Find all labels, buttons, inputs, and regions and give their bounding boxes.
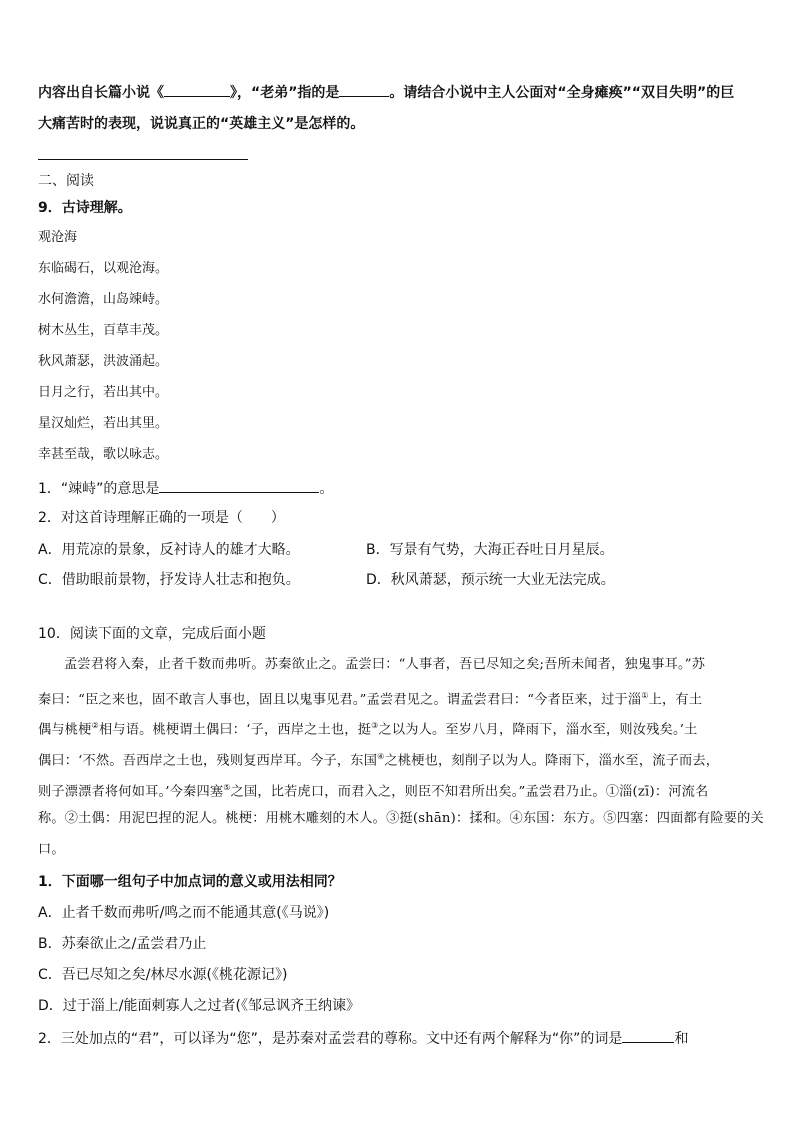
option-d[interactable]: D．过于淄上/能面刺寡人之过者(《邹忌讽齐王纳谏》	[38, 998, 360, 1014]
q10-sub1: 1．下面哪一组句子中加点词的意义或用法相同？	[38, 874, 342, 890]
passage-text: 上，有土	[648, 692, 703, 708]
passage-text: 之桃梗也，刻削子以为人。降雨下，淄水至，流子而去，	[384, 753, 720, 769]
option-d[interactable]: D．秋风萧瑟，预示统一大业无法完成。	[366, 572, 615, 588]
option-b[interactable]: B．写景有气势，大海正吞吐日月星辰。	[366, 542, 614, 558]
passage-text: 偶曰：‘不然。吾西岸之土也，残则复西岸耳。今子，东国	[38, 753, 378, 769]
poem-line: 星汉灿烂，若出其里。	[38, 416, 169, 431]
q9-sub1-end: 。	[319, 481, 334, 497]
option-c[interactable]: C．吾已尽知之矣/林尽水源(《桃花源记》)	[38, 967, 288, 983]
passage-line	[38, 747, 719, 771]
answer-line[interactable]	[38, 159, 248, 160]
passage-text: 之以为人。至岁八月，降雨下，淄水至，则汝残矣。’土	[378, 722, 698, 738]
q9-options-row-2	[38, 570, 615, 590]
footnote-marker: ④	[377, 752, 385, 761]
answer-blank[interactable]	[622, 1028, 674, 1043]
q8-text: 。请结合小说中主人公面对“全身瘫痪”“双目失明”的巨	[389, 85, 735, 101]
poem-line: 秋风萧瑟，洪波涌起。	[38, 354, 169, 369]
passage-line	[38, 778, 708, 802]
q10-title: 10．阅读下面的文章，完成后面小题	[38, 626, 266, 642]
poem-title: 观沧海	[38, 230, 78, 245]
footnote-marker: ③	[371, 721, 379, 730]
q9-sub1-text: 1．“竦峙”的意思是	[38, 481, 160, 497]
q9-options-row-1	[38, 540, 614, 560]
poem-line: 日月之行，若出其中。	[38, 385, 169, 400]
q8-text: 内容出自长篇小说《	[38, 85, 164, 101]
passage-text: 秦曰：“臣之来也，固不敢言人事也，固且以鬼事见君。”孟尝君见之。谓孟尝君曰：“今者臣来，过于淄	[38, 692, 642, 708]
passage-line: 口。	[38, 842, 65, 857]
poem-line: 水何澹澹，山岛竦峙。	[38, 292, 169, 307]
option-a[interactable]: A．用荒凉的景象，反衬诗人的雄才大略。	[38, 542, 300, 558]
footnote-marker: ①	[641, 691, 649, 700]
section-title: 二、阅读	[38, 173, 94, 189]
passage-line: 称。②土偶：用泥巴捏的泥人。桃梗：用桃木雕刻的木人。③挺(shān)：揉和。④东国：东方。⑤四塞：四面都有险要的关	[38, 811, 764, 826]
q8-line-2: 大痛苦时的表现，说说真正的“英雄主义”是怎样的。	[38, 116, 365, 132]
answer-blank[interactable]	[164, 82, 230, 97]
q8-line-1	[38, 82, 734, 103]
q10-sub2-text: 2．三处加点的“君”，可以译为“您”，是苏秦对孟尝君的尊称。文中还有两个解释为“你”的词是	[38, 1031, 623, 1047]
answer-blank[interactable]	[339, 82, 389, 97]
footnote-marker: ②	[91, 721, 99, 730]
passage-text: 偶与桃梗	[38, 722, 92, 738]
q8-text: 》，“老弟”指的是	[230, 85, 340, 101]
poem-line: 东临碣石，以观沧海。	[38, 261, 169, 276]
passage-line	[38, 686, 702, 710]
q9-sub1	[38, 478, 333, 499]
option-a[interactable]: A．止者千数而弗听/鸣之而不能通其意(《马说》)	[38, 905, 330, 921]
poem-line: 幸甚至哉，歌以咏志。	[38, 447, 169, 462]
answer-blank[interactable]	[159, 478, 319, 493]
passage-text: 之国，比若虎口，而君入之，则臣不知君所出矣。”孟尝君乃止。①淄(zī)：河流名	[230, 784, 709, 800]
option-c[interactable]: C．借助眼前景物，抒发诗人壮志和抱负。	[38, 572, 300, 588]
q10-sub2	[38, 1028, 688, 1049]
footnote-marker: ⑤	[223, 783, 231, 792]
passage-line	[38, 716, 698, 740]
poem-line: 树木丛生，百草丰茂。	[38, 323, 169, 338]
passage-text: 相与语。桃梗谓土偶曰：‘子，西岸之土也，挺	[98, 722, 372, 738]
q10-sub2-end: 和	[674, 1031, 689, 1047]
q9-sub2: 2．对这首诗理解正确的一项是（ ）	[38, 510, 285, 526]
passage-line: 孟尝君将入秦，止者千数而弗听。苏秦欲止之。孟尝曰：“人事者，吾已尽知之矣;吾所未闻者，独鬼事耳。”苏	[64, 657, 706, 672]
q9-title: 9．古诗理解。	[38, 200, 132, 216]
option-b[interactable]: B．苏秦欲止之/孟尝君乃止	[38, 936, 207, 952]
passage-text: 则子漂漂者将何如耳。’今秦四塞	[38, 784, 224, 800]
